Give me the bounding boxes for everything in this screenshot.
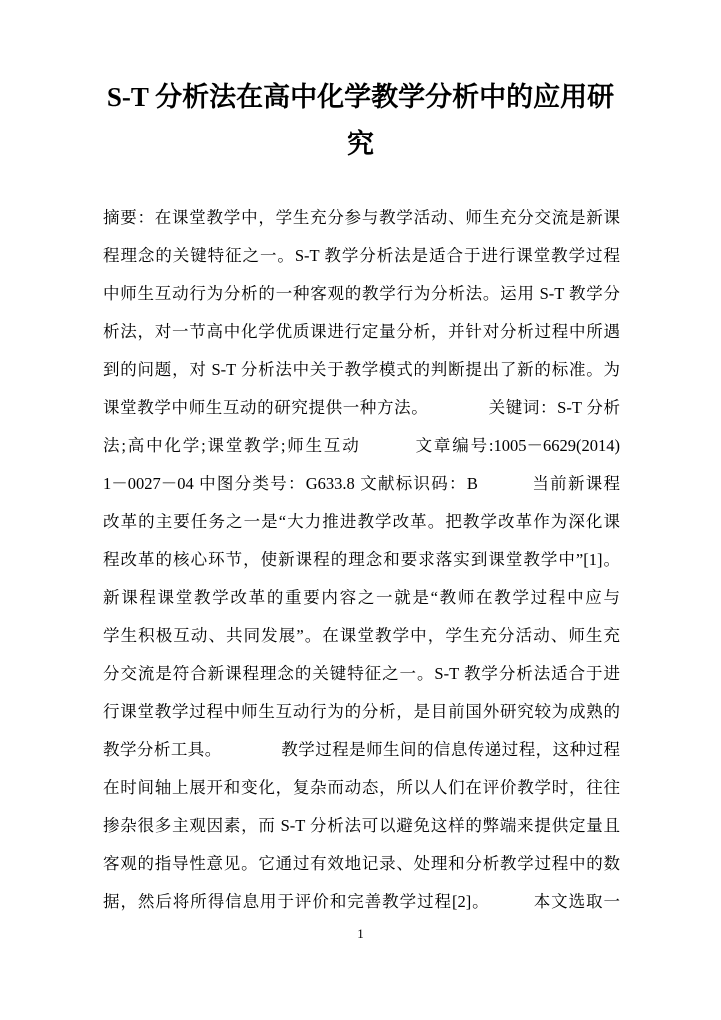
body-text-line: 掺杂很多主观因素，而 S-T 分析法可以避免这样的弊端来提供定量且 [103, 816, 620, 835]
body-text-line: 据，然后将所得信息用于评价和完善教学过程[2]。 本文选取一 [103, 892, 620, 911]
body-text-line: 1－0027－04 中图分类号：G633.8 文献标识码：B 当前新课程 [103, 474, 620, 493]
body-text-line: 程理念的关键特征之一。S-T 教学分析法是适合于进行课堂教学过程 [103, 246, 620, 265]
document-title [102, 74, 619, 168]
body-text-line: 在时间轴上展开和变化，复杂而动态，所以人们在评价教学时，往往 [103, 778, 620, 797]
title-line: S-T 分析法在高中化学教学分析中的应用研 [106, 82, 615, 112]
body-text-line: 新课程课堂教学改革的重要内容之一就是“教师在教学过程中应与 [103, 588, 620, 607]
body-text-line: 分交流是符合新课程理念的关键特征之一。S-T 教学分析法适合于进 [103, 664, 620, 683]
body-text-line: 教学分析工具。 教学过程是师生间的信息传递过程，这种过程 [103, 740, 620, 759]
body-text-line: 程改革的核心环节，使新课程的理念和要求落实到课堂教学中”[1]。 [103, 550, 620, 569]
body-text-line: 摘要：在课堂教学中，学生充分参与教学活动、师生充分交流是新课 [103, 208, 620, 227]
document-body [103, 199, 620, 921]
body-text-line: 析法，对一节高中化学优质课进行定量分析，并针对分析过程中所遇 [103, 322, 620, 341]
body-text-line: 中师生互动行为分析的一种客观的教学行为分析法。运用 S-T 教学分 [103, 284, 620, 303]
body-text-line: 到的问题，对 S-T 分析法中关于教学模式的判断提出了新的标准。为 [103, 360, 620, 379]
body-text-line: 改革的主要任务之一是“大力推进教学改革。把教学改革作为深化课 [103, 512, 620, 531]
page-number: 1 [357, 926, 364, 941]
body-text-line: 法;高中化学;课堂教学;师生互动 文章编号:1005－6629(2014) [103, 436, 620, 455]
body-text-line: 课堂教学中师生互动的研究提供一种方法。 关键词：S-T 分析 [103, 398, 620, 417]
title-line: 究 [347, 129, 374, 159]
body-text-line: 学生积极互动、共同发展”。在课堂教学中，学生充分活动、师生充 [103, 626, 620, 645]
body-text-line: 客观的指导性意见。它通过有效地记录、处理和分析教学过程中的数 [103, 854, 620, 873]
body-text-line: 行课堂教学过程中师生互动行为的分析，是目前国外研究较为成熟的 [103, 702, 620, 721]
